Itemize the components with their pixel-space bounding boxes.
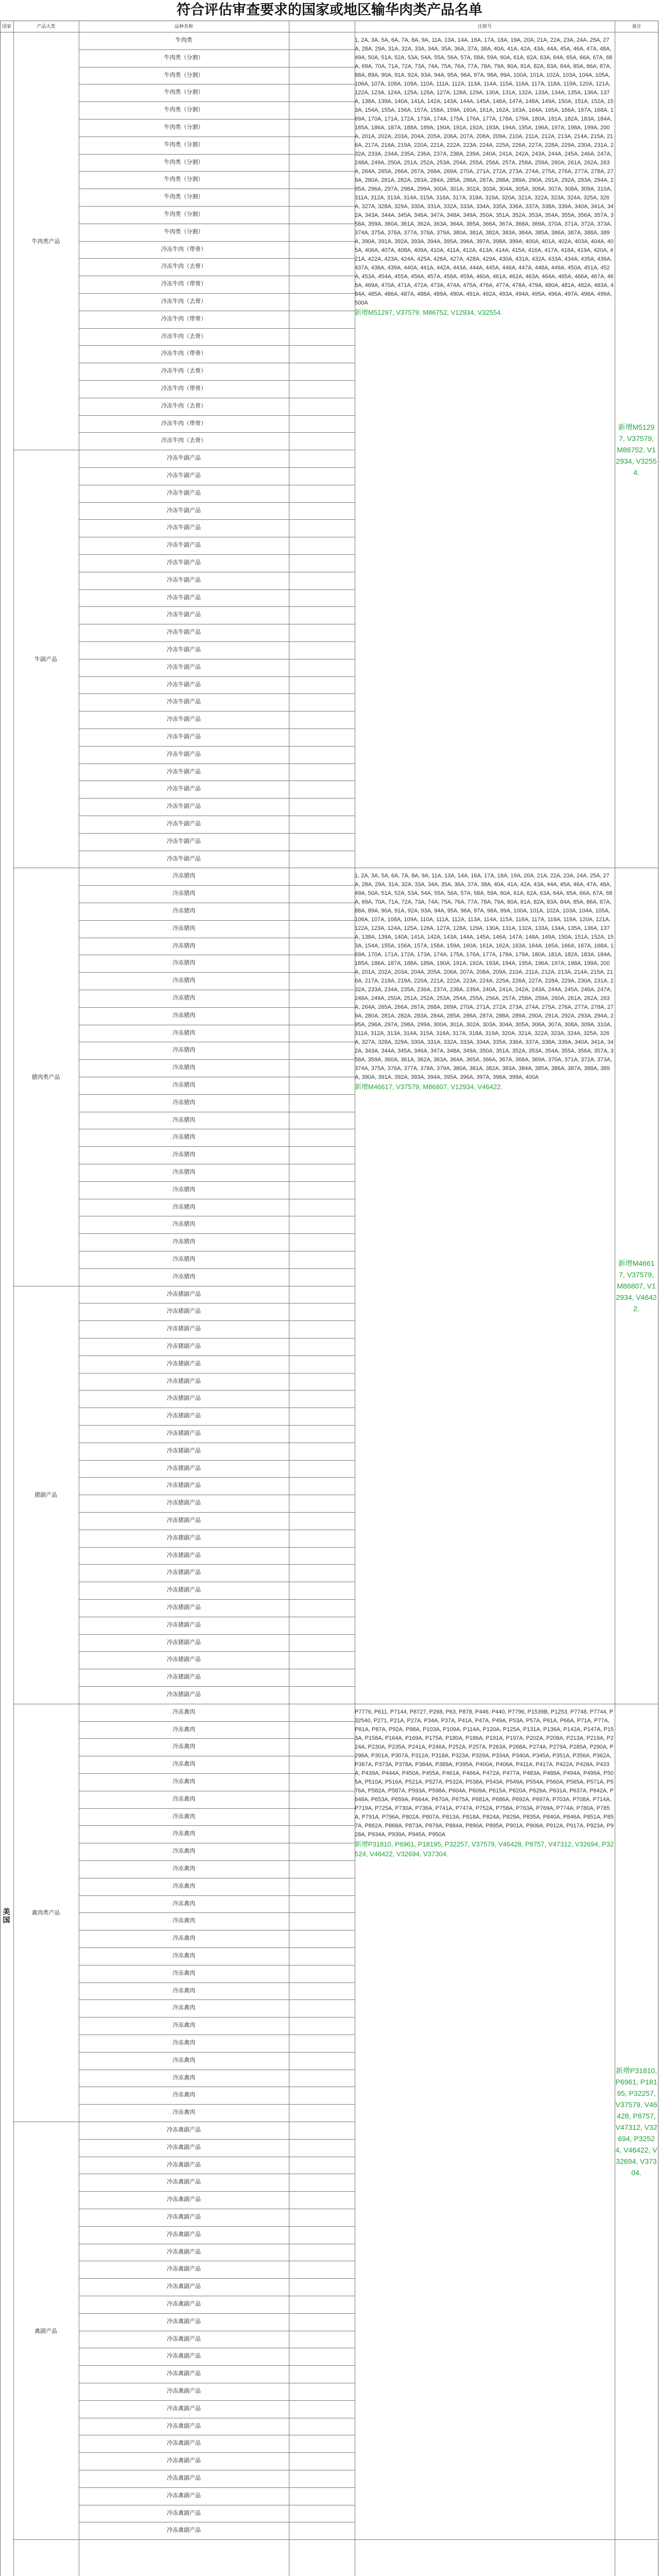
subcategory-cell: 牛肉类（分割） bbox=[164, 124, 204, 130]
subcategory-cell: 冷冻牛肉（带骨） bbox=[161, 315, 206, 322]
header-blank bbox=[289, 21, 355, 32]
subcategory-cell: 冷冻禽副产品 bbox=[167, 2196, 201, 2203]
subcategory-cell: 冷冻猪副产品 bbox=[167, 1326, 201, 1332]
subcategory-cell: 冷冻禽肉 bbox=[172, 1953, 195, 1959]
subcategory-cell: 冷冻禽肉 bbox=[172, 1900, 195, 1907]
subcategory-cell: 牛肉类（分割） bbox=[164, 72, 204, 78]
subcategory-cell: 冷冻猪肉 bbox=[172, 1273, 195, 1280]
subcategory-cell: 冷冻猪副产品 bbox=[167, 1621, 201, 1628]
subcategory-cell: 冷冻猪肉 bbox=[172, 942, 195, 949]
subcategory-cell: 冷冻牛副产品 bbox=[167, 594, 201, 601]
subcategory-cell: 冷冻牛副产品 bbox=[167, 803, 201, 810]
subcategory-cell: 冷冻禽副产品 bbox=[167, 2144, 201, 2150]
subcategory-cell: 牛肉类（分割） bbox=[164, 194, 204, 200]
subcategory-cell: 冷冻禽肉 bbox=[172, 2005, 195, 2011]
subcategory-cell: 冷冻猪副产品 bbox=[167, 1639, 201, 1646]
subcategory-cell: 冷冻禽肉 bbox=[172, 1918, 195, 1924]
subcategory-cell: 冷冻牛副产品 bbox=[167, 455, 201, 462]
plant-codes: 1, 2A, 3A, 5A, 6A, 7A, 8A, 9A, 11A, 13A, 14A, 16A, 17A, 18A, 19A, 20A, 21A, 22A, 23A, 24A, 25A, 27A, 28A, 29A, 31A, 32A, 33A, 34A, 35A, 36A, 37A, 38A, 40A, 41A, 42A, 43A, 44A, 45A, 46A, 47A, 48A, 49A, 50A, 51A, 52A, 53A, 54A, 55A, 56A, 57A, 58A, 59A, 60A, 61A, 62A, 63A, 64A, 65A, 66A, 67A, 68A, 69A, 70A, 71A, 72A, 73A, 74A, 75A, 76A, 77A, 78A, 79A, 80A, 81A, 82A, 83A, 84A, 85A, 86A, 87A, 88A, 89A, 90A, 91A, 92A, 93A, 94A, 95A, 96A, 97A, 98A, 99A, 100A, 101A, 102A, 103A, 104A, 105A, 106A, 107A, 108A, 109A, 110A, 111A, 112A, 113A, 114A, 115A, 116A, 117A, 118A, 119A, 120A, 121A, 122A, 123A, 124A, 125A, 126A, 127A, 128A, 129A, 130A, 131A, 132A, 133A, 134A, 135A, 136A, 137A, 138A, 139A, 140A, 141A, 142A, 143A, 144A, 145A, 146A, 147A, 148A, 149A, 150A, 151A, 152A, 153A, 154A, 155A, 156A, 157A, 158A, 159A, 160A, 161A, 162A, 163A, 164A, 165A, 166A, 167A, 168A, 169A, 170A, 171A, 172A, 173A, 174A, 175A, 176A, 177A, 178A, 179A, 180A, 181A, 182A, 183A, 184A, 185A, 186A, 187A, 188A, 189A, 190A, 191A, 192A, 193A, 194A, 195A, 196A, 197A, 198A, 199A, 200A, 201A, 202A, 203A, 204A, 205A, 206A, 207A, 208A, 209A, 210A, 211A, 212A, 213A, 214A, 215A, 216A, 217A, 218A, 219A, 220A, 221A, 222A, 223A, 224A, 225A, 226A, 227A, 228A, 229A, 230A, 231A, 232A, 233A, 234A, 235A, 236A, 237A, 238A, 239A, 240A, 241A, 242A, 243A, 244A, 245A, 246A, 247A, 248A, 249A, 250A, 251A, 252A, 253A, 254A, 255A, 256A, 257A, 258A, 259A, 260A, 261A, 262A, 263A, 264A, 265A, 266A, 267A, 268A, 269A, 270A, 271A, 272A, 273A, 274A, 275A, 276A, 277A, 278A, 279A, 280A, 281A, 282A, 283A, 284A, 285A, 286A, 287A, 288A, 289A, 290A, 291A, 292A, 293A, 294A, 295A, 296A, 297A, 298A, 299A, 300A, 301A, 302A, 303A, 304A, 305A, 306A, 307A, 308A, 309A, 310A, 311A, 312A, 313A, 314A, 315A, 316A, 317A, 318A, 319A, 320A, 321A, 322A, 323A, 324A, 325A, 326A, 327A, 328A, 329A, 330A, 331A, 332A, 333A, 334A, 335A, 336A, 337A, 338A, 339A, 340A, 341A, 342A, 343A, 344A, 345A, 346A, 347A, 348A, 349A, 350A, 351A, 352A, 353A, 354A, 355A, 356A, 357A, 358A, 359A, 360A, 361A, 362A, 363A, 364A, 365A, 366A, 367A, 368A, 369A, 370A, 371A, 372A, 373A, 374A, 375A, 376A, 377A, 378A, 379A, 380A, 381A, 382A, 383A, 384A, 385A, 386A, 387A, 388A, 389A, 390A, 391A, 392A, 393A, 394A, 395A, 396A, 397A, 398A, 399A, 400A, 401A, 402A, 403A, 404A, 405A, 406A, 407A, 408A, 409A, 410A, 411A, 412A, 413A, 414A, 415A, 416A, 417A, 418A, 419A, 420A, 421A, 422A, 423A, 424A, 425A, 426A, 427A, 428A, 429A, 430A, 431A, 432A, 433A, 434A, 435A, 436A, 437A, 438A, 439A, 440A, 441A, 442A, 443A, 444A, 445A, 446A, 447A, 448A, 449A, 450A, 451A, 452A, 453A, 454A, 455A, 456A, 457A, 458A, 459A, 460A, 461A, 462A, 463A, 464A, 465A, 466A, 467A, 468A, 469A, 470A, 471A, 472A, 473A, 474A, 475A, 476A, 477A, 478A, 479A, 480A, 481A, 482A, 483A, 484A, 485A, 486A, 487A, 488A, 489A, 490A, 491A, 492A, 493A, 494A, 495A, 496A, 497A, 498A, 499A, 500A bbox=[355, 37, 614, 306]
subcategory-cell: 冷冻禽副产品 bbox=[167, 2458, 201, 2464]
subcategory-cell: 冷冻禽副产品 bbox=[167, 2335, 201, 2342]
subcategory-cell: 冷冻禽副产品 bbox=[167, 2492, 201, 2499]
subcategory-cell: 冷冻禽肉 bbox=[172, 1743, 195, 1750]
subcategory-cell: 冷冻猪副产品 bbox=[167, 1343, 201, 1349]
subcategory-cell: 冷冻猪副产品 bbox=[167, 1413, 201, 1419]
subcategory-cell: 冷冻猪副产品 bbox=[167, 1291, 201, 1297]
category-cell: 牛肉类产品 bbox=[31, 238, 60, 245]
subcategory-cell: 冷冻禽肉 bbox=[172, 1813, 195, 1820]
subcategory-cell: 冷冻猪肉 bbox=[172, 1047, 195, 1054]
subcategory-cell: 牛肉类（分割） bbox=[164, 228, 204, 235]
subcategory-cell: 冷冻禽肉 bbox=[172, 1831, 195, 1837]
subcategory-cell: 冷冻猪副产品 bbox=[167, 1360, 201, 1367]
subcategory-cell: 冷冻猪副产品 bbox=[167, 1482, 201, 1489]
subcategory-cell: 冷冻禽副产品 bbox=[167, 2127, 201, 2133]
subcategory-cell: 冷冻猪肉 bbox=[172, 908, 195, 914]
grid-hline bbox=[355, 2539, 658, 2540]
note-cell: 新增M51297, V37579, M86752, V12934, V32554. bbox=[616, 423, 657, 477]
subcategory-cell: 冷冻牛副产品 bbox=[167, 577, 201, 583]
subcategory-cell: 冷冻猪肉 bbox=[172, 1134, 195, 1141]
subcategory-cell: 冷冻猪肉 bbox=[172, 1064, 195, 1071]
subcategory-cell: 冷冻猪肉 bbox=[172, 1221, 195, 1228]
subcategory-cell: 冷冻牛副产品 bbox=[167, 786, 201, 792]
subcategory-cell: 牛肉类（分割） bbox=[164, 107, 204, 113]
subcategory-cell: 冷冻禽副产品 bbox=[167, 2440, 201, 2447]
subcategory-cell: 冷冻猪副产品 bbox=[167, 1674, 201, 1681]
subcategory-cell: 冷冻牛肉（带骨） bbox=[161, 420, 206, 427]
subcategory-cell: 牛肉类（分割） bbox=[164, 159, 204, 165]
subcategory-cell: 冷冻牛副产品 bbox=[167, 768, 201, 775]
subcategory-cell: 冷冻猪肉 bbox=[172, 960, 195, 967]
subcategory-cell: 冷冻牛副产品 bbox=[167, 838, 201, 844]
subcategory-cell: 冷冻禽肉 bbox=[172, 2092, 195, 2098]
subcategory-cell: 冷冻牛肉（去骨） bbox=[161, 333, 206, 340]
subcategory-cell: 冷冻禽肉 bbox=[172, 1987, 195, 1994]
subcategory-cell: 冷冻猪肉 bbox=[172, 1256, 195, 1262]
subcategory-cell: 冷冻禽副产品 bbox=[167, 2248, 201, 2255]
header-note: 备注 bbox=[632, 24, 641, 29]
subcategory-cell: 冷冻猪副产品 bbox=[167, 1465, 201, 1471]
subcategory-cell: 冷冻禽副产品 bbox=[167, 2475, 201, 2481]
plant-highlight: 新增M51297, V37579, M86752, V12934, V32554. bbox=[355, 309, 502, 316]
subcategory-cell: 牛肉类（分割） bbox=[164, 141, 204, 148]
subcategory-cell: 冷冻禽副产品 bbox=[167, 2422, 201, 2429]
subcategory-cell: 冷冻猪肉 bbox=[172, 873, 195, 879]
subcategory-cell: 冷冻禽肉 bbox=[172, 1866, 195, 1872]
subcategory-cell: 冷冻禽副产品 bbox=[167, 2405, 201, 2412]
subcategory-cell: 冷冻禽副产品 bbox=[167, 2231, 201, 2238]
subcategory-cell: 冷冻禽肉 bbox=[172, 1726, 195, 1733]
subcategory-cell: 冷冻牛副产品 bbox=[167, 664, 201, 670]
subcategory-cell: 冷冻猪副产品 bbox=[167, 1534, 201, 1541]
plant-list-cell bbox=[355, 1708, 614, 2535]
subcategory-cell: 冷冻禽肉 bbox=[172, 1970, 195, 1976]
subcategory-cell: 冷冻牛肉（去骨） bbox=[161, 437, 206, 444]
subcategory-cell: 冷冻牛副产品 bbox=[167, 751, 201, 757]
subcategory-cell: 冷冻牛副产品 bbox=[167, 560, 201, 566]
plant-codes: 1, 2A, 3A, 5A, 6A, 7A, 8A, 9A, 11A, 13A, 14A, 16A, 17A, 18A, 19A, 20A, 21A, 22A, 23A, 24A, 25A, 27A, 28A, 29A, 31A, 32A, 33A, 34A, 35A, 36A, 37A, 38A, 40A, 41A, 42A, 43A, 44A, 45A, 46A, 47A, 48A, 49A, 50A, 51A, 52A, 53A, 54A, 55A, 56A, 57A, 58A, 59A, 60A, 61A, 62A, 63A, 64A, 65A, 66A, 67A, 68A, 69A, 70A, 71A, 72A, 73A, 74A, 75A, 76A, 77A, 78A, 79A, 80A, 81A, 82A, 83A, 84A, 85A, 86A, 87A, 88A, 89A, 90A, 91A, 92A, 93A, 94A, 95A, 96A, 97A, 98A, 99A, 100A, 101A, 102A, 103A, 104A, 105A, 106A, 107A, 108A, 109A, 110A, 111A, 112A, 113A, 114A, 115A, 116A, 117A, 118A, 119A, 120A, 121A, 122A, 123A, 124A, 125A, 126A, 127A, 128A, 129A, 130A, 131A, 132A, 133A, 134A, 135A, 136A, 137A, 138A, 139A, 140A, 141A, 142A, 143A, 144A, 145A, 146A, 147A, 148A, 149A, 150A, 151A, 152A, 153A, 154A, 155A, 156A, 157A, 158A, 159A, 160A, 161A, 162A, 163A, 164A, 165A, 166A, 167A, 168A, 169A, 170A, 171A, 172A, 173A, 174A, 175A, 176A, 177A, 178A, 179A, 180A, 181A, 182A, 183A, 184A, 185A, 186A, 187A, 188A, 189A, 190A, 191A, 192A, 193A, 194A, 195A, 196A, 197A, 198A, 199A, 200A, 201A, 202A, 203A, 204A, 205A, 206A, 207A, 208A, 209A, 210A, 211A, 212A, 213A, 214A, 215A, 216A, 217A, 218A, 219A, 220A, 221A, 222A, 223A, 224A, 225A, 226A, 227A, 228A, 229A, 230A, 231A, 232A, 233A, 234A, 235A, 236A, 237A, 238A, 239A, 240A, 241A, 242A, 243A, 244A, 245A, 246A, 247A, 248A, 249A, 250A, 251A, 252A, 253A, 254A, 255A, 256A, 257A, 258A, 259A, 260A, 261A, 262A, 263A, 264A, 265A, 266A, 267A, 268A, 269A, 270A, 271A, 272A, 273A, 274A, 275A, 276A, 277A, 278A, 279A, 280A, 281A, 282A, 283A, 284A, 285A, 286A, 287A, 288A, 289A, 290A, 291A, 292A, 293A, 294A, 295A, 296A, 297A, 298A, 299A, 300A, 301A, 302A, 303A, 304A, 305A, 306A, 307A, 308A, 309A, 310A, 311A, 312A, 313A, 314A, 315A, 316A, 317A, 318A, 319A, 320A, 321A, 322A, 323A, 324A, 325A, 326A, 327A, 328A, 329A, 330A, 331A, 332A, 333A, 334A, 335A, 336A, 337A, 338A, 339A, 340A, 341A, 342A, 343A, 344A, 345A, 346A, 347A, 348A, 349A, 350A, 351A, 352A, 353A, 354A, 355A, 356A, 357A, 358A, 359A, 360A, 361A, 362A, 363A, 364A, 365A, 366A, 367A, 368A, 369A, 370A, 371A, 372A, 373A, 374A, 375A, 376A, 377A, 378A, 379A, 380A, 381A, 382A, 383A, 384A, 385A, 386A, 387A, 388A, 389A, 390A, 391A, 392A, 393A, 394A, 395A, 396A, 397A, 398A, 399A, 400A bbox=[355, 873, 614, 1081]
subcategory-cell: 冷冻猪肉 bbox=[172, 925, 195, 931]
subcategory-cell: 冷冻猪肉 bbox=[172, 1116, 195, 1123]
subcategory-cell: 冷冻禽肉 bbox=[172, 1935, 195, 1942]
note-cell: 新增M46617, V37579, M86807, V12934, V46422. bbox=[616, 1259, 657, 1313]
subcategory-cell: 牛肉类（分割） bbox=[164, 211, 204, 217]
subcategory-cell: 冷冻猪肉 bbox=[172, 1151, 195, 1158]
subcategory-cell: 冷冻猪副产品 bbox=[167, 1552, 201, 1558]
subcategory-cell: 冷冻禽副产品 bbox=[167, 2266, 201, 2273]
country-cell: 美国 bbox=[2, 1908, 11, 1924]
subcategory-cell: 冷冻猪副产品 bbox=[167, 1517, 201, 1523]
category-cell: 猪副产品 bbox=[34, 1492, 57, 1499]
subcategory-cell: 冷冻牛副产品 bbox=[167, 681, 201, 688]
subcategory-cell: 冷冻牛肉（去骨） bbox=[161, 263, 206, 270]
subcategory-cell: 冷冻禽副产品 bbox=[167, 2370, 201, 2377]
subcategory-cell: 冷冻猪肉 bbox=[172, 1186, 195, 1193]
subcategory-cell: 冷冻牛肉（带骨） bbox=[161, 385, 206, 392]
subcategory-cell: 冷冻禽副产品 bbox=[167, 2214, 201, 2220]
header-plants: 注册号 bbox=[477, 24, 492, 29]
subcategory-cell: 冷冻牛副产品 bbox=[167, 734, 201, 740]
subcategory-cell: 冷冻禽肉 bbox=[172, 1883, 195, 1889]
subcategory-cell: 冷冻牛副产品 bbox=[167, 612, 201, 618]
category-cell: 禽肉类产品 bbox=[31, 1910, 60, 1917]
subcategory-cell: 冷冻禽肉 bbox=[172, 2022, 195, 2029]
subcategory-cell: 冷冻牛副产品 bbox=[167, 629, 201, 636]
subcategory-cell: 冷冻猪肉 bbox=[172, 1099, 195, 1106]
header-subcategory: 品种名称 bbox=[174, 24, 193, 29]
subcategory-cell: 冷冻猪副产品 bbox=[167, 1604, 201, 1611]
plant-highlight: 新增M46617, V37579, M86807, V12934, V46422. bbox=[355, 1083, 502, 1091]
grid-hline bbox=[79, 2539, 355, 2540]
subcategory-cell: 冷冻禽副产品 bbox=[167, 2301, 201, 2307]
subcategory-cell: 冷冻猪副产品 bbox=[167, 1500, 201, 1506]
subcategory-cell: 冷冻猪副产品 bbox=[167, 1691, 201, 1698]
subcategory-cell: 冷冻牛肉（带骨） bbox=[161, 350, 206, 357]
subcategory-cell: 冷冻禽肉 bbox=[172, 2109, 195, 2116]
subcategory-cell: 冷冻禽肉 bbox=[172, 1778, 195, 1785]
subcategory-cell: 冷冻禽副产品 bbox=[167, 2510, 201, 2516]
subcategory-cell: 冷冻猪肉 bbox=[172, 995, 195, 1001]
plant-list-cell bbox=[355, 36, 614, 863]
category-cell: 禽副产品 bbox=[34, 2328, 57, 2334]
subcategory-cell: 冷冻禽肉 bbox=[172, 1795, 195, 1802]
subcategory-cell: 冷冻猪副产品 bbox=[167, 1395, 201, 1402]
subcategory-cell: 冷冻牛肉（带骨） bbox=[161, 246, 206, 252]
plant-highlight: 新增P31810, P6961, P18195, P32257, V37579, V46428, P8757, V47312, V32694, P32524, V46422, V32694, V37304. bbox=[355, 1840, 614, 1858]
subcategory-cell: 冷冻猪副产品 bbox=[167, 1569, 201, 1576]
subcategory-cell: 冷冻牛副产品 bbox=[167, 647, 201, 653]
subcategory-cell: 冷冻牛肉（去骨） bbox=[161, 368, 206, 375]
subcategory-cell: 冷冻猪副产品 bbox=[167, 1447, 201, 1454]
subcategory-cell: 牛肉类（分割） bbox=[164, 176, 204, 183]
page-title: 符合评估审查要求的国家或地区输华肉类产品名单 bbox=[177, 2, 482, 18]
subcategory-cell: 冷冻禽副产品 bbox=[167, 2388, 201, 2394]
subcategory-cell: 冷冻牛副产品 bbox=[167, 489, 201, 496]
subcategory-cell: 冷冻禽肉 bbox=[172, 2057, 195, 2063]
header-country: 国家 bbox=[2, 24, 11, 29]
subcategory-cell: 牛肉类（分割） bbox=[164, 54, 204, 61]
subcategory-cell: 冷冻猪副产品 bbox=[167, 1656, 201, 1663]
subcategory-cell: 冷冻禽副产品 bbox=[167, 2353, 201, 2360]
subcategory-cell: 冷冻猪副产品 bbox=[167, 1308, 201, 1315]
note-cell: 新增P31810, P6961, P18195, P32257, V37579, V46428, P8757, V47312, V32694, P32524, V46422, V32694, V37304. bbox=[615, 2066, 657, 2177]
subcategory-cell: 冷冻禽肉 bbox=[172, 1848, 195, 1855]
subcategory-cell: 冷冻牛副产品 bbox=[167, 855, 201, 862]
subcategory-cell: 冷冻牛副产品 bbox=[167, 542, 201, 549]
subcategory-cell: 冷冻猪肉 bbox=[172, 1029, 195, 1036]
subcategory-cell: 冷冻禽副产品 bbox=[167, 2283, 201, 2290]
subcategory-cell: 冷冻猪肉 bbox=[172, 890, 195, 897]
subcategory-cell: 冷冻牛肉（去骨） bbox=[161, 402, 206, 409]
subcategory-cell: 冷冻禽肉 bbox=[172, 1708, 195, 1715]
subcategory-cell: 冷冻牛副产品 bbox=[167, 524, 201, 531]
subcategory-cell: 冷冻猪肉 bbox=[172, 977, 195, 984]
subcategory-cell: 冷冻猪副产品 bbox=[167, 1378, 201, 1384]
subcategory-cell: 冷冻禽副产品 bbox=[167, 2527, 201, 2534]
subcategory-cell: 冷冻禽副产品 bbox=[167, 2318, 201, 2325]
subcategory-cell: 冷冻牛肉（去骨） bbox=[161, 298, 206, 304]
subcategory-cell: 冷冻猪副产品 bbox=[167, 1587, 201, 1594]
subcategory-cell: 冷冻猪副产品 bbox=[167, 1430, 201, 1436]
category-cell: 猪肉类产品 bbox=[31, 1074, 60, 1080]
subcategory-cell: 冷冻禽肉 bbox=[172, 2040, 195, 2046]
subcategory-cell: 冷冻牛副产品 bbox=[167, 716, 201, 723]
header-category: 产品大类 bbox=[37, 24, 56, 29]
subcategory-cell: 冷冻猪肉 bbox=[172, 1012, 195, 1019]
category-cell: 牛副产品 bbox=[34, 656, 57, 663]
subcategory-cell: 冷冻牛副产品 bbox=[167, 699, 201, 705]
plant-list-cell bbox=[355, 872, 614, 1699]
subcategory-cell: 冷冻牛副产品 bbox=[167, 821, 201, 827]
subcategory-cell: 冷冻禽副产品 bbox=[167, 2179, 201, 2185]
subcategory-cell: 牛肉类（分割） bbox=[164, 89, 204, 96]
subcategory-cell: 冷冻禽副产品 bbox=[167, 2161, 201, 2168]
subcategory-cell: 冷冻猪肉 bbox=[172, 1169, 195, 1175]
subcategory-cell: 冷冻猪肉 bbox=[172, 1239, 195, 1245]
subcategory-cell: 冷冻禽肉 bbox=[172, 2074, 195, 2081]
subcategory-cell: 冷冻牛副产品 bbox=[167, 507, 201, 514]
subcategory-cell: 冷冻猪肉 bbox=[172, 1204, 195, 1210]
subcategory-cell: 冷冻牛副产品 bbox=[167, 472, 201, 479]
subcategory-cell: 牛肉类 bbox=[175, 37, 193, 43]
subcategory-cell: 冷冻猪肉 bbox=[172, 1082, 195, 1088]
subcategory-cell: 冷冻禽肉 bbox=[172, 1761, 195, 1768]
subcategory-cell: 冷冻牛肉（带骨） bbox=[161, 281, 206, 287]
plant-codes: P7776, P611, P7144, P8727, P268, P63, P878, P446, P440, P7796, P1539B, P1253, P7748, P7744, P32540, P271, P21A, P27A, P34A, P37A, P41A, P47A, P49A, P53A, P57A, P61A, P66A, P71A, P77A, P81A, P87A, P92A, P98A, P103A, P109A, P114A, P120A, P125A, P131A, P136A, P142A, P147A, P153A, P158A, P164A, P169A, P175A, P180A, P186A, P191A, P197A, P202A, P208A, P213A, P219A, P224A, P230A, P235A, P241A, P246A, P252A, P257A, P263A, P268A, P274A, P279A, P285A, P290A, P296A, P301A, P307A, P312A, P318A, P323A, P329A, P334A, P340A, P345A, P351A, P356A, P362A, P367A, P373A, P378A, P384A, P389A, P395A, P400A, P406A, P411A, P417A, P422A, P428A, P433A, P439A, P444A, P450A, P455A, P461A, P466A, P472A, P477A, P483A, P488A, P494A, P499A, P505A, P510A, P516A, P521A, P527A, P532A, P538A, P543A, P549A, P554A, P560A, P565A, P571A, P576A, P582A, P587A, P593A, P598A, P604A, P609A, P615A, P620A, P626A, P631A, P637A, P642A, P648A, P653A, P659A, P664A, P670A, P675A, P681A, P686A, P692A, P697A, P703A, P708A, P714A, P719A, P725A, P730A, P736A, P741A, P747A, P752A, P758A, P763A, P769A, P774A, P780A, P785A, P791A, P796A, P802A, P807A, P813A, P818A, P824A, P829A, P835A, P840A, P846A, P851A, P857A, P862A, P868A, P873A, P879A, P884A, P890A, P895A, P901A, P906A, P912A, P917A, P923A, P928A, P934A, P939A, P945A, P950A bbox=[355, 1708, 614, 1838]
